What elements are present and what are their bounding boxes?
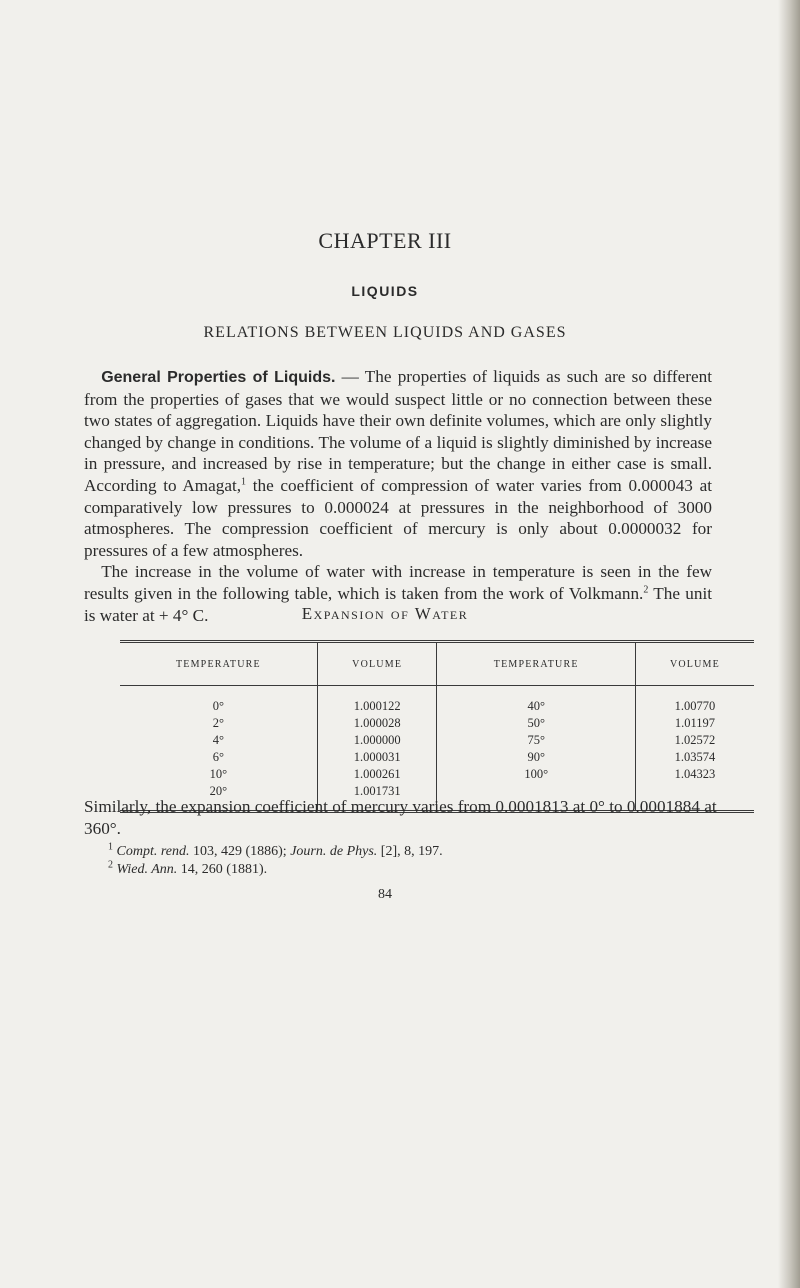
footnote-1 [108,843,728,861]
table-cell: 1.04323 [635,766,754,783]
column-header: VOLUME [317,642,437,686]
column-header: TEMPERATURE [120,642,317,686]
table-cell: 0° [212,699,225,713]
footnote-source: Wied. Ann. [116,862,178,877]
body-text [84,366,712,626]
footnote-ref-2: 2 [643,584,649,596]
footnote-number: 1 [108,841,113,853]
column-header: VOLUME [635,642,754,686]
column-header: TEMPERATURE [437,642,635,686]
closing-paragraph: Similarly, the expansion coefficient of mercury varies from 0.0001813 at 0° to 0.0001884 at 360°. [84,797,717,838]
table-cell: 90° [437,749,635,766]
table-row [120,766,754,783]
paragraph-1 [84,366,712,561]
table-cell: 10° [209,767,228,781]
table-cell: 1.000000 [317,732,437,749]
table-cell: 2° [212,716,225,730]
table-cell: 20° [209,784,228,798]
table-cell: 75° [437,732,635,749]
table-cell: 1.03574 [635,749,754,766]
footnote-source: Journ. de Phys. [290,844,378,859]
footnote-ref-1: 1 [241,476,247,488]
expansion-table [120,640,754,813]
footnote-2 [108,861,728,879]
table-cell: 40° [437,686,635,716]
table-title: Expansion of Water [301,604,469,623]
footnote-number: 2 [108,859,113,871]
table-cell: 4° [212,733,225,747]
table-row [120,732,754,749]
footnote-detail: 14, 260 (1881). [177,862,268,877]
run-in-heading: General Properties of Liquids. [101,369,336,386]
paragraph-1-text-b: the coefficient of compression of water varies from 0.000043 at comparatively low pressures to 0.000024 at pressures in the neighborhood of 3000 atmospheres. The compression coefficient of mercury is only about 0.0000032 for pressures of a few atmospheres. [84,475,712,560]
table-cell: 1.00770 [635,686,754,716]
table-header-row [120,642,754,686]
page-number: 84 [378,887,392,902]
paragraph-1-text-a: — The properties of liquids as such are so different from the properties of gases that we would suspect little or no connection between these two states of aggregation. Liquids have their own definite volumes, which are only slightly changed by change in conditions. The volume of a liquid is slightly diminished by increase in pressure, and increased by rise in temperature; but the change in either case is small. According to Amagat, [84,367,712,495]
table-row [120,715,754,732]
footnote-detail: 103, 429 (1886); [189,844,291,859]
footnotes [108,843,728,879]
table-cell: 50° [437,715,635,732]
table-cell: 1.02572 [635,732,754,749]
paragraph-2-text-b: The unit is water at + 4° C. [84,583,713,625]
table-cell: 1.000122 [317,686,437,716]
table-cell: 100° [437,766,635,783]
section-heading: RELATIONS BETWEEN LIQUIDS AND GASES [203,324,567,341]
table-cell: 1.01197 [635,715,754,732]
table-cell: 1.000031 [317,749,437,766]
table-cell: 6° [212,750,225,764]
table-row [120,749,754,766]
table-cell: 1.001731 [317,783,437,812]
table-row [120,686,754,716]
chapter-heading: CHAPTER III [318,228,452,253]
chapter-subtitle: LIQUIDS [351,283,419,299]
paragraph-2-text-a: The increase in the volume of water with increase in temperature is seen in the few results given in the following table, which is taken from the work of Volkmann. [84,562,712,603]
footnote-source: Compt. rend. [116,844,190,859]
page-edge-shadow [778,0,800,1288]
table-cell: 1.000261 [317,766,437,783]
footnote-detail: [2], 8, 197. [377,844,443,859]
table-cell: 1.000028 [317,715,437,732]
